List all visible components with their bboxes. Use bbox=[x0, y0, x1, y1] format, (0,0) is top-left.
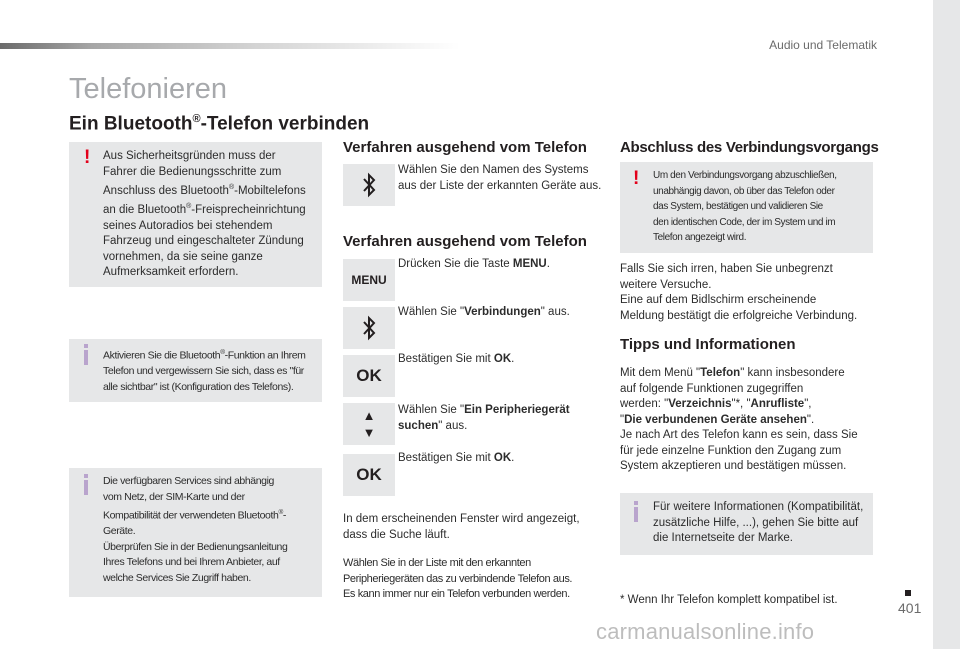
main-heading: Ein Bluetooth®-Telefon verbinden bbox=[69, 113, 370, 135]
section-heading-phone-2: Verfahren ausgehend vom Telefon bbox=[343, 233, 587, 250]
page-title: Telefonieren bbox=[69, 73, 227, 105]
step-select-system: Wählen Sie den Namen des Systems aus der Liste der erkannten Geräte aus. bbox=[398, 164, 602, 192]
section-heading-tips: Tipps und Informationen bbox=[620, 336, 796, 353]
tips-text: Mit dem Menü "Telefon" kann insbesondere auf folgende Funktionen zugegriffen werden: "Verzeichnis"*, "Anrufliste", "Die verbundenen Geräte ansehen". Je nach Art des Telefon kann es sein, dass Sie für jede einzelne Funktion den Zugang zum System akzeptieren und bestätigen müssen. bbox=[620, 367, 858, 472]
watermark: carmanualsonline.info bbox=[596, 619, 815, 644]
page-number: 401 bbox=[898, 600, 922, 616]
step-press-menu: Drücken Sie die Taste MENU. bbox=[398, 258, 550, 270]
info-icon bbox=[634, 507, 638, 522]
menu-button: MENU bbox=[343, 259, 395, 301]
bluetooth-info-text: Aktivieren Sie die Bluetooth®-Funktion an Ihrem Telefon und vergewissern Sie sich, dass es "für alle sichtbar" ist (Konfiguration des Telefons). bbox=[103, 349, 306, 393]
ok-button: OK bbox=[343, 355, 395, 397]
step-search-device: Wählen Sie "Ein Peripheriegerät suchen" aus. bbox=[398, 404, 570, 432]
header-bar bbox=[0, 43, 460, 49]
info-icon bbox=[84, 480, 88, 495]
select-phone-text: Wählen Sie in der Liste mit den erkannten Peripheriegeräten das zu verbindende Telefon aus. Es kann immer nur ein Telefon verbunden werden. bbox=[343, 557, 573, 600]
page-sidebar bbox=[933, 0, 960, 649]
search-running-text: In dem erscheinenden Fenster wird angezeigt, dass die Suche läuft. bbox=[343, 513, 580, 541]
up-down-arrows-icon: ▲ ▼ bbox=[343, 403, 395, 445]
bluetooth-icon bbox=[343, 164, 395, 206]
warning-icon: ! bbox=[633, 168, 640, 189]
section-heading-completion: Abschluss des Verbindungsvorgangs bbox=[620, 139, 879, 156]
ok-button: OK bbox=[343, 454, 395, 496]
page-marker bbox=[905, 590, 911, 596]
section-heading-phone: Verfahren ausgehend vom Telefon bbox=[343, 139, 587, 156]
more-info-text: Für weitere Informationen (Kompatibilität, zusätzliche Hilfe, ...), gehen Sie bitte auf die Internetseite der Marke. bbox=[653, 501, 864, 544]
safety-warning-text: Aus Sicherheitsgründen muss der Fahrer die Bedienungsschritte zum Anschluss des Bluetooth®-Mobiltelefons an die Bluetooth®-Freisprecheinrichtung seines Autoradios bei stehendem Fahrzeug und eingeschalteter Zündung vornehmen, da sie seine ganze Aufmerksamkeit erfordern. bbox=[103, 150, 306, 279]
retry-text: Falls Sie sich irren, haben Sie unbegrenzt weitere Versuche. Eine auf dem Bidlschirm erscheinende Meldung bestätigt die erfolgreiche Verbindung. bbox=[620, 263, 858, 322]
footnote: * Wenn Ihr Telefon komplett kompatibel ist. bbox=[620, 594, 838, 606]
step-select-connections: Wählen Sie "Verbindungen" aus. bbox=[398, 306, 570, 318]
section-label: Audio und Telematik bbox=[769, 38, 877, 52]
info-icon bbox=[84, 350, 88, 365]
step-confirm-ok-2: Bestätigen Sie mit OK. bbox=[398, 452, 515, 464]
completion-warning-text: Um den Verbindungsvorgang abzuschließen, unabhängig davon, ob über das Telefon oder das System, bestätigen und validieren Sie den identischen Code, der im System und im Telefon angezeigt wird. bbox=[653, 170, 837, 243]
services-info-text: Die verfügbaren Services sind abhängig vom Netz, der SIM-Karte und der Kompatibilität der verwendeten Bluetooth®- Geräte. Überprüfen Sie in der Bedienungsanleitung Ihres Telefons und bei Ihrem Anbieter, auf welche Services Sie Zugriff haben. bbox=[103, 475, 288, 584]
bluetooth-icon bbox=[343, 307, 395, 349]
warning-icon: ! bbox=[84, 147, 91, 168]
step-confirm-ok: Bestätigen Sie mit OK. bbox=[398, 353, 515, 365]
